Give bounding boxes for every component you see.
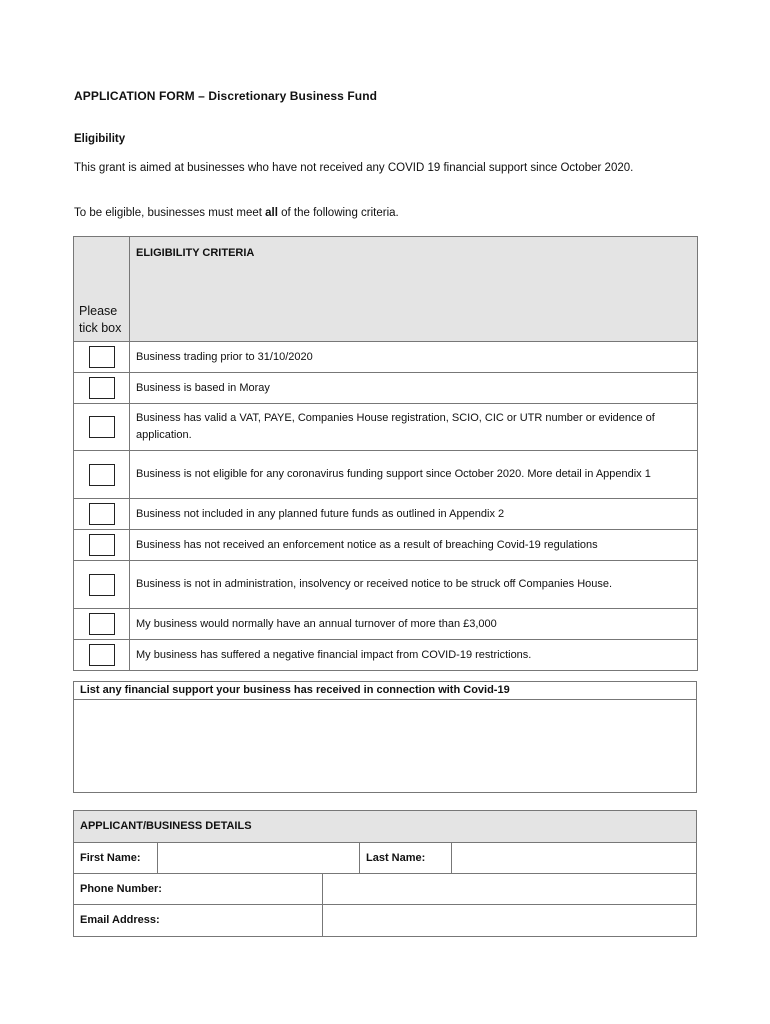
criteria-text: Business is not eligible for any coronavirus funding support since October 2020. More detail in Appendix 1 [130, 451, 698, 499]
tick-box-valid-registration[interactable] [89, 416, 115, 438]
criteria-text: Business has not received an enforcement notice as a result of breaching Covid-19 regulations [130, 530, 698, 561]
eligibility-criteria-table [73, 236, 698, 671]
financial-support-textarea[interactable] [74, 700, 696, 793]
criteria-row [74, 451, 698, 499]
financial-support-section [73, 681, 697, 793]
tick-cell [74, 530, 130, 561]
tick-box-not-in-future-funds[interactable] [89, 503, 115, 525]
criteria-text: Business not included in any planned future funds as outlined in Appendix 2 [130, 499, 698, 530]
criteria-row [74, 342, 698, 373]
tick-cell [74, 609, 130, 640]
tick-box-not-eligible-coronavirus[interactable] [89, 464, 115, 486]
eligibility-table-header-row [74, 237, 698, 342]
criteria-text: Business is not in administration, insolvency or received notice to be struck off Companies House. [130, 561, 698, 609]
phone-row [74, 874, 696, 905]
email-address-label: Email Address: [80, 914, 160, 926]
tick-cell [74, 373, 130, 404]
criteria-row [74, 640, 698, 671]
criteria-intro-paragraph [74, 205, 674, 222]
criteria-intro-before: To be eligible, businesses must meet [74, 207, 266, 219]
email-row [74, 905, 696, 936]
first-name-input[interactable] [157, 843, 359, 873]
criteria-text: My business would normally have an annual turnover of more than £3,000 [130, 609, 698, 640]
eligibility-heading: Eligibility [74, 133, 126, 145]
tick-cell [74, 451, 130, 499]
financial-support-label: List any financial support your business has received in connection with Covid-19 [74, 682, 696, 700]
last-name-label: Last Name: [359, 843, 451, 873]
criteria-text: Business is based in Moray [130, 373, 698, 404]
criteria-text: Business has valid a VAT, PAYE, Companies House registration, SCIO, CIC or UTR number or evidence of application. [130, 404, 698, 451]
intro-paragraph: This grant is aimed at businesses who have not received any COVID 19 financial support since October 2020. [74, 162, 634, 174]
tick-cell [74, 404, 130, 451]
phone-number-input[interactable] [322, 874, 696, 904]
criteria-text: My business has suffered a negative financial impact from COVID-19 restrictions. [130, 640, 698, 671]
criteria-text: Business trading prior to 31/10/2020 [130, 342, 698, 373]
criteria-row [74, 499, 698, 530]
criteria-header: ELIGIBILITY CRITERIA [130, 237, 698, 342]
criteria-row [74, 530, 698, 561]
tick-box-header: Please tick box [74, 237, 130, 342]
email-address-input[interactable] [322, 905, 696, 936]
criteria-row [74, 609, 698, 640]
tick-box-not-in-administration[interactable] [89, 574, 115, 596]
tick-box-no-enforcement-notice[interactable] [89, 534, 115, 556]
tick-cell [74, 499, 130, 530]
tick-cell [74, 561, 130, 609]
tick-box-trading-prior[interactable] [89, 346, 115, 368]
tick-cell [74, 640, 130, 671]
applicant-details-header-row [74, 811, 696, 843]
criteria-intro-emphasis: all [265, 207, 278, 219]
applicant-details-header: APPLICANT/BUSINESS DETAILS [80, 820, 252, 832]
last-name-input[interactable] [451, 843, 696, 873]
tick-box-based-in-moray[interactable] [89, 377, 115, 399]
form-title: APPLICATION FORM – Discretionary Business Fund [74, 89, 378, 103]
tick-box-negative-impact[interactable] [89, 644, 115, 666]
name-row [74, 843, 696, 874]
criteria-row [74, 561, 698, 609]
tick-cell [74, 342, 130, 373]
criteria-row [74, 404, 698, 451]
phone-number-label: Phone Number: [80, 883, 162, 895]
first-name-label: First Name: [80, 852, 141, 864]
criteria-row [74, 373, 698, 404]
tick-box-annual-turnover[interactable] [89, 613, 115, 635]
criteria-intro-after: of the following criteria. [277, 207, 399, 219]
applicant-details-table [73, 810, 697, 937]
